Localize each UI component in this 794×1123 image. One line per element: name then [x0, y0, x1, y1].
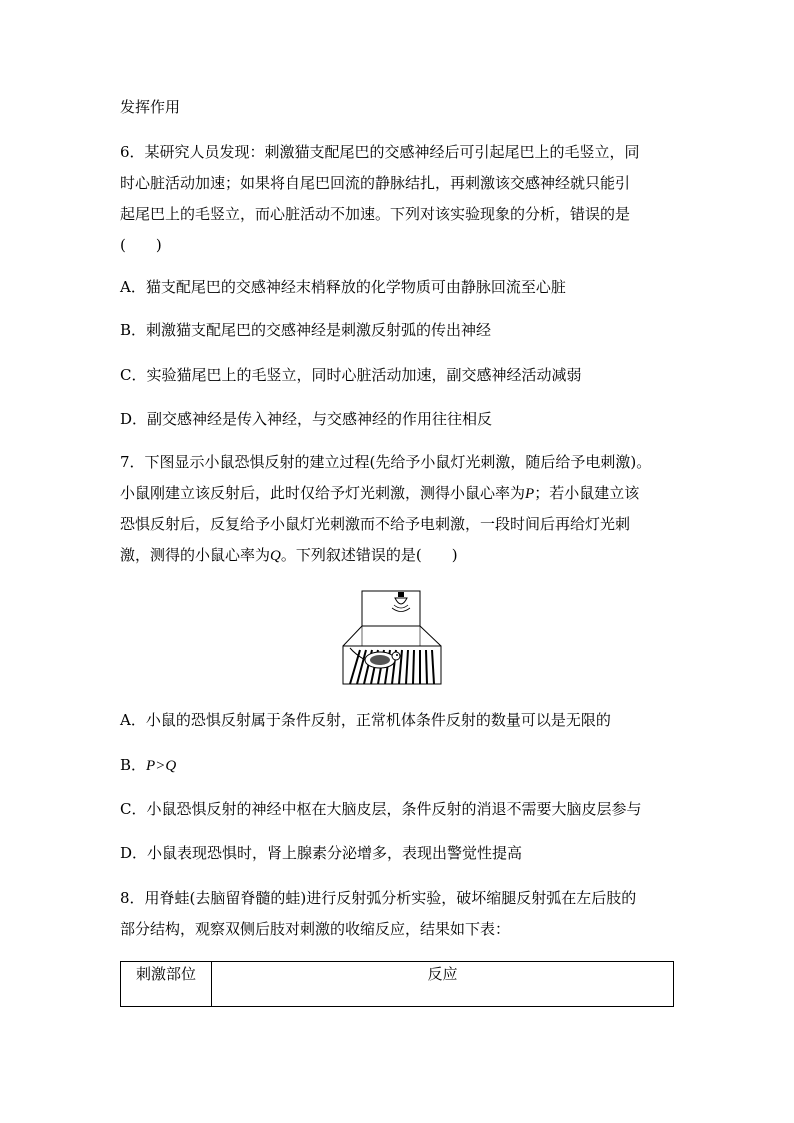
question-6-option-d: D．副交感神经是传入神经，与交感神经的作用往往相反	[120, 410, 493, 428]
question-6-option-a: A．猫支配尾巴的交感神经末梢释放的化学物质可由静脉回流至心脏	[120, 278, 566, 296]
question-7-line-4	[120, 545, 680, 565]
response-table	[120, 961, 674, 1007]
mouse-cage-with-light-icon	[340, 588, 444, 688]
question-6-option-b: B．刺激猫支配尾巴的交感神经是刺激反射弧的传出神经	[120, 321, 492, 339]
question-7-line-1: 7．下图显示小鼠恐惧反射的建立过程(先给予小鼠灯光刺激，随后给予电刺激)。	[120, 453, 652, 471]
q7-line-2-text-b: ；若小鼠建立该	[534, 484, 640, 502]
question-6-option-c: C．实验猫尾巴上的毛竖立，同时心脏活动加速，副交感神经活动减弱	[120, 366, 582, 384]
table-header-row	[121, 962, 674, 1007]
question-7-option-a: A．小鼠的恐惧反射属于条件反射，正常机体条件反射的数量可以是无限的	[120, 711, 611, 729]
question-7-option-d: D．小鼠表现恐惧时，肾上腺素分泌增多，表现出警觉性提高	[120, 844, 523, 862]
question-6-line-1: 6．某研究人员发现：刺激猫支配尾巴的交感神经后可引起尾巴上的毛竖立，同	[120, 143, 640, 161]
question-7-line-3: 恐惧反射后，反复给予小鼠灯光刺激而不给予电刺激，一段时间后再给灯光刺	[120, 515, 631, 533]
q7-line-4-text-b: 。下列叙述错误的是( )	[280, 546, 458, 564]
question-6-answer-bracket: ( )	[120, 236, 162, 254]
question-6-line-2: 时心脏活动加速；如果将自尾巴回流的静脉结扎，再刺激该交感神经就只能引	[120, 174, 631, 192]
table-header-response: 反应	[212, 962, 674, 1007]
question-7-option-b	[120, 755, 680, 775]
q7-line-2-text-a: 小鼠刚建立该反射后，此时仅给予灯光刺激，测得小鼠心率为	[120, 484, 526, 502]
question-7-option-c: C．小鼠恐惧反射的神经中枢在大脑皮层，条件反射的消退不需要大脑皮层参与	[120, 800, 642, 818]
question-8-line-2: 部分结构，观察双侧后肢对刺激的收缩反应，结果如下表：	[120, 920, 511, 938]
option-b-expression: P>Q	[146, 758, 177, 774]
variable-p: P	[525, 486, 535, 502]
question-7-line-2	[120, 483, 680, 503]
variable-q: Q	[270, 548, 281, 564]
table-header-stimulus-site: 刺激部位	[121, 962, 212, 1007]
q7-line-4-text-a: 激，测得的小鼠心率为	[120, 546, 271, 564]
paragraph-continuation: 发挥作用	[120, 98, 181, 116]
option-b-label: B．	[120, 756, 147, 774]
question-6-line-3: 起尾巴上的毛竖立，而心脏活动不加速。下列对该实验现象的分析，错误的是	[120, 205, 631, 223]
question-8-line-1: 8．用脊蛙(去脑留脊髓的蛙)进行反射弧分析实验，破坏缩腿反射弧在左后肢的	[120, 889, 637, 907]
